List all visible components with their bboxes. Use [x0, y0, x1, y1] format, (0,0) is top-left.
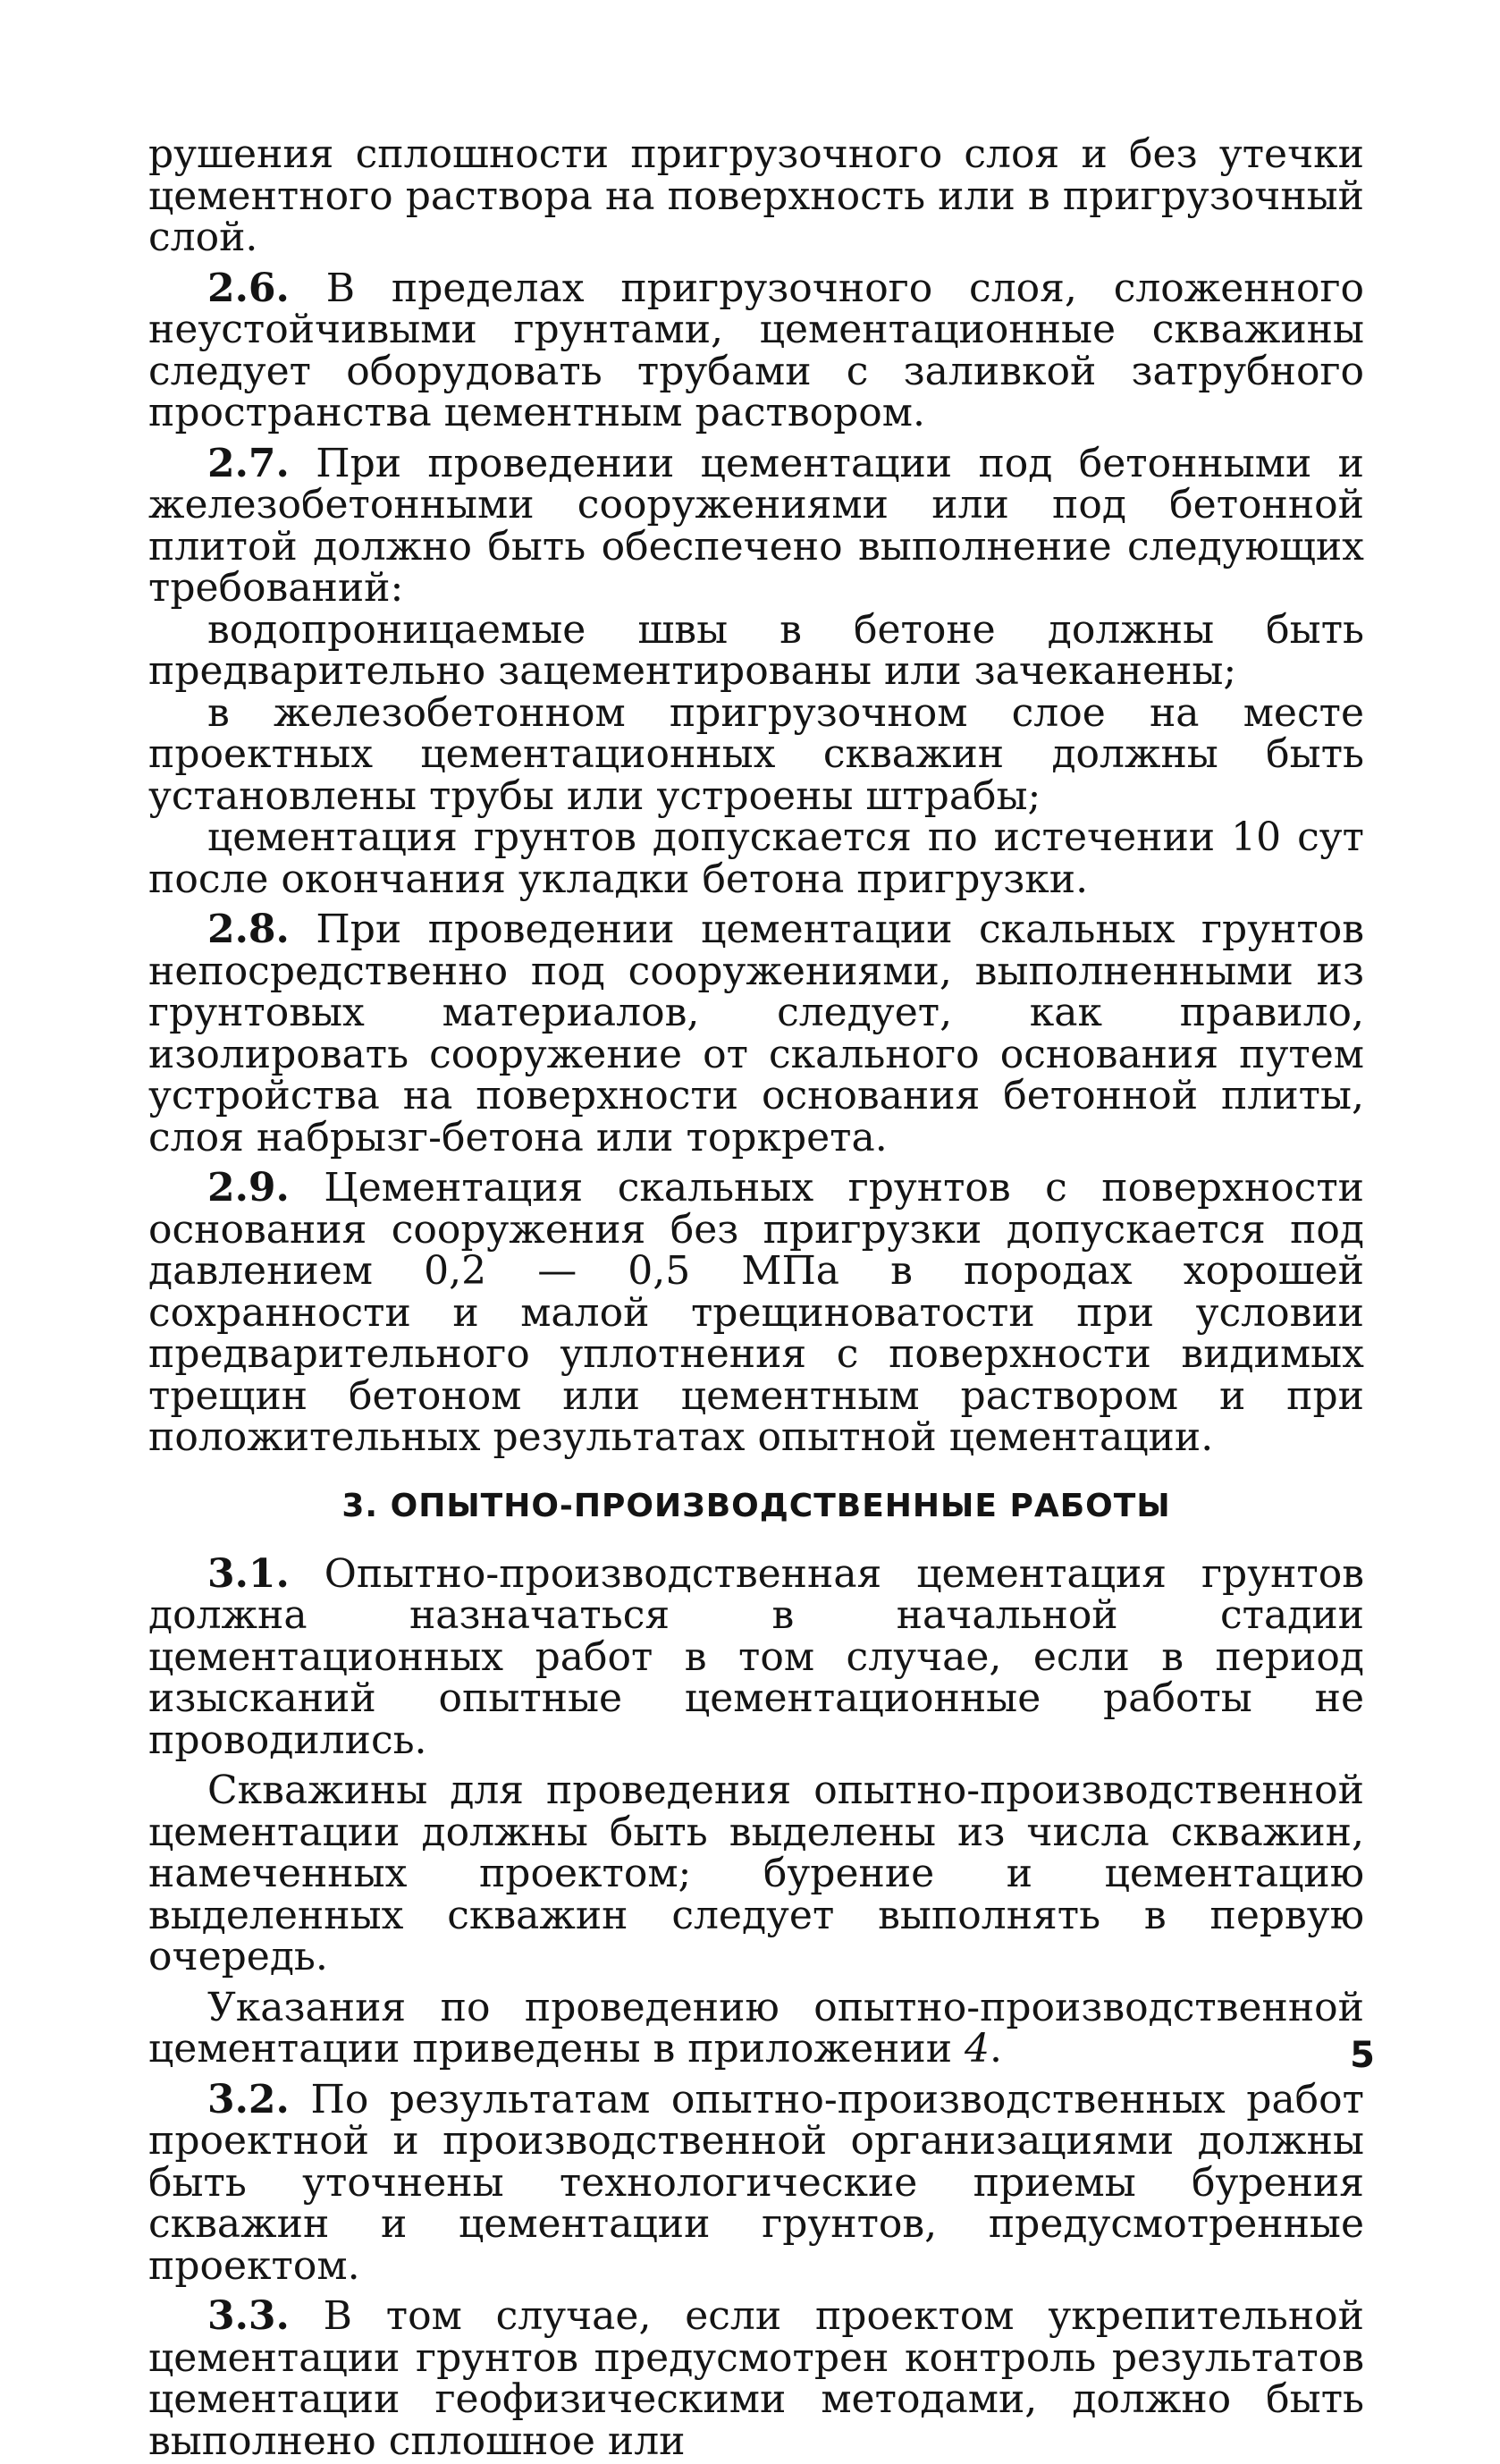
paragraph-number: 2.9. [207, 1165, 290, 1211]
paragraph-text: В пределах пригрузочного слоя, сложенного неустойчивыми грунтами, цементационные скважины следует оборудовать трубами с заливкой затрубного пространства цементным раствором. [148, 265, 1364, 435]
appendix-reference: 4 [965, 2026, 990, 2072]
document-page [148, 131, 1364, 2464]
paragraph-2-8 [148, 909, 1364, 1159]
paragraph-text: По результатам опытно-производственных работ проектной и производственной организациями должны быть уточнены технологические приемы бурения скважин и цементации грунтов, предусмотренные проектом. [148, 2076, 1364, 2289]
paragraph-number: 2.6. [207, 265, 290, 311]
paragraph-number: 2.8. [207, 907, 290, 952]
paragraph-end: . [990, 2026, 1003, 2072]
paragraph-3-3 [148, 2293, 1364, 2464]
section-heading: 3. ОПЫТНО-ПРОИЗВОДСТВЕННЫЕ РАБОТЫ [341, 1487, 1171, 1524]
paragraph-text: Указания по проведению опытно-производственной цементации приведены в приложении [148, 1984, 1364, 2072]
paragraph-text: При проведении цементации под бетонными и железобетонными сооружениями или под бетонной плитой должно быть обеспечено выполнение следующих требований: [148, 440, 1364, 611]
paragraph-3-1 [148, 1550, 1364, 1763]
paragraph-2-7 [148, 440, 1364, 611]
paragraph-number: 3.1. [207, 1550, 290, 1597]
paragraph-text: Опытно-производственная цементация грунтов должна назначаться в начальной стадии цементационных работ в том случае, если в период изысканий опытные цементационные работы не проводились. [148, 1550, 1364, 1763]
requirement-item: в железобетонном пригрузочном слое на месте проектных цементационных скважин должны быть установлены трубы или устроены штрабы; [148, 689, 1364, 819]
paragraph-continuation: рушения сплошности пригрузочного слоя и без утечки цементного раствора на поверхность или в пригрузочный слой. [148, 131, 1364, 260]
paragraph-text: В том случае, если проектом укрепительной цементации грунтов предусмотрен контроль результатов цементации геофизическими методами, должно быть выполнено сплошное или [148, 2293, 1364, 2464]
requirement-item: цементация грунтов допускается по истечении 10 сут после окончания укладки бетона пригрузки. [148, 814, 1364, 902]
paragraph-number: 3.2. [207, 2076, 290, 2122]
paragraph-number: 2.7. [207, 440, 290, 486]
paragraph-3-2 [148, 2076, 1364, 2289]
paragraph-text: При проведении цементации скальных грунтов непосредственно под сооружениями, выполненными из грунтовых материалов, следует, как правило, изолировать сооружение от скального основания путем устройства на поверхности основания бетонной плиты, слоя набрызг-бетона или торкрета. [148, 907, 1364, 1160]
paragraph-3-1-b: Скважины для проведения опытно-производственной цементации должны быть выделены из числа скважин, намеченных проектом; бурение и цементацию выделенных скважин следует выполнять в первую очередь. [148, 1768, 1364, 1979]
paragraph-2-6 [148, 265, 1364, 435]
paragraph-text: Цементация скальных грунтов с поверхности основания сооружения без пригрузки допускается под давлением 0,2 — 0,5 МПа в породах хорошей сохранности и малой трещиноватости при условии предварительного уплотнения с поверхности видимых трещин бетоном или цементным раствором и при положительных результатах опытной цементации. [148, 1165, 1364, 1460]
paragraph-3-1-c [148, 1984, 1364, 2072]
page-number: 5 [1350, 2035, 1375, 2076]
paragraph-2-9 [148, 1165, 1364, 1460]
requirement-item: водопроницаемые швы в бетоне должны быть предварительно зацементированы или зачеканены; [148, 606, 1364, 694]
paragraph-number: 3.3. [207, 2293, 290, 2339]
